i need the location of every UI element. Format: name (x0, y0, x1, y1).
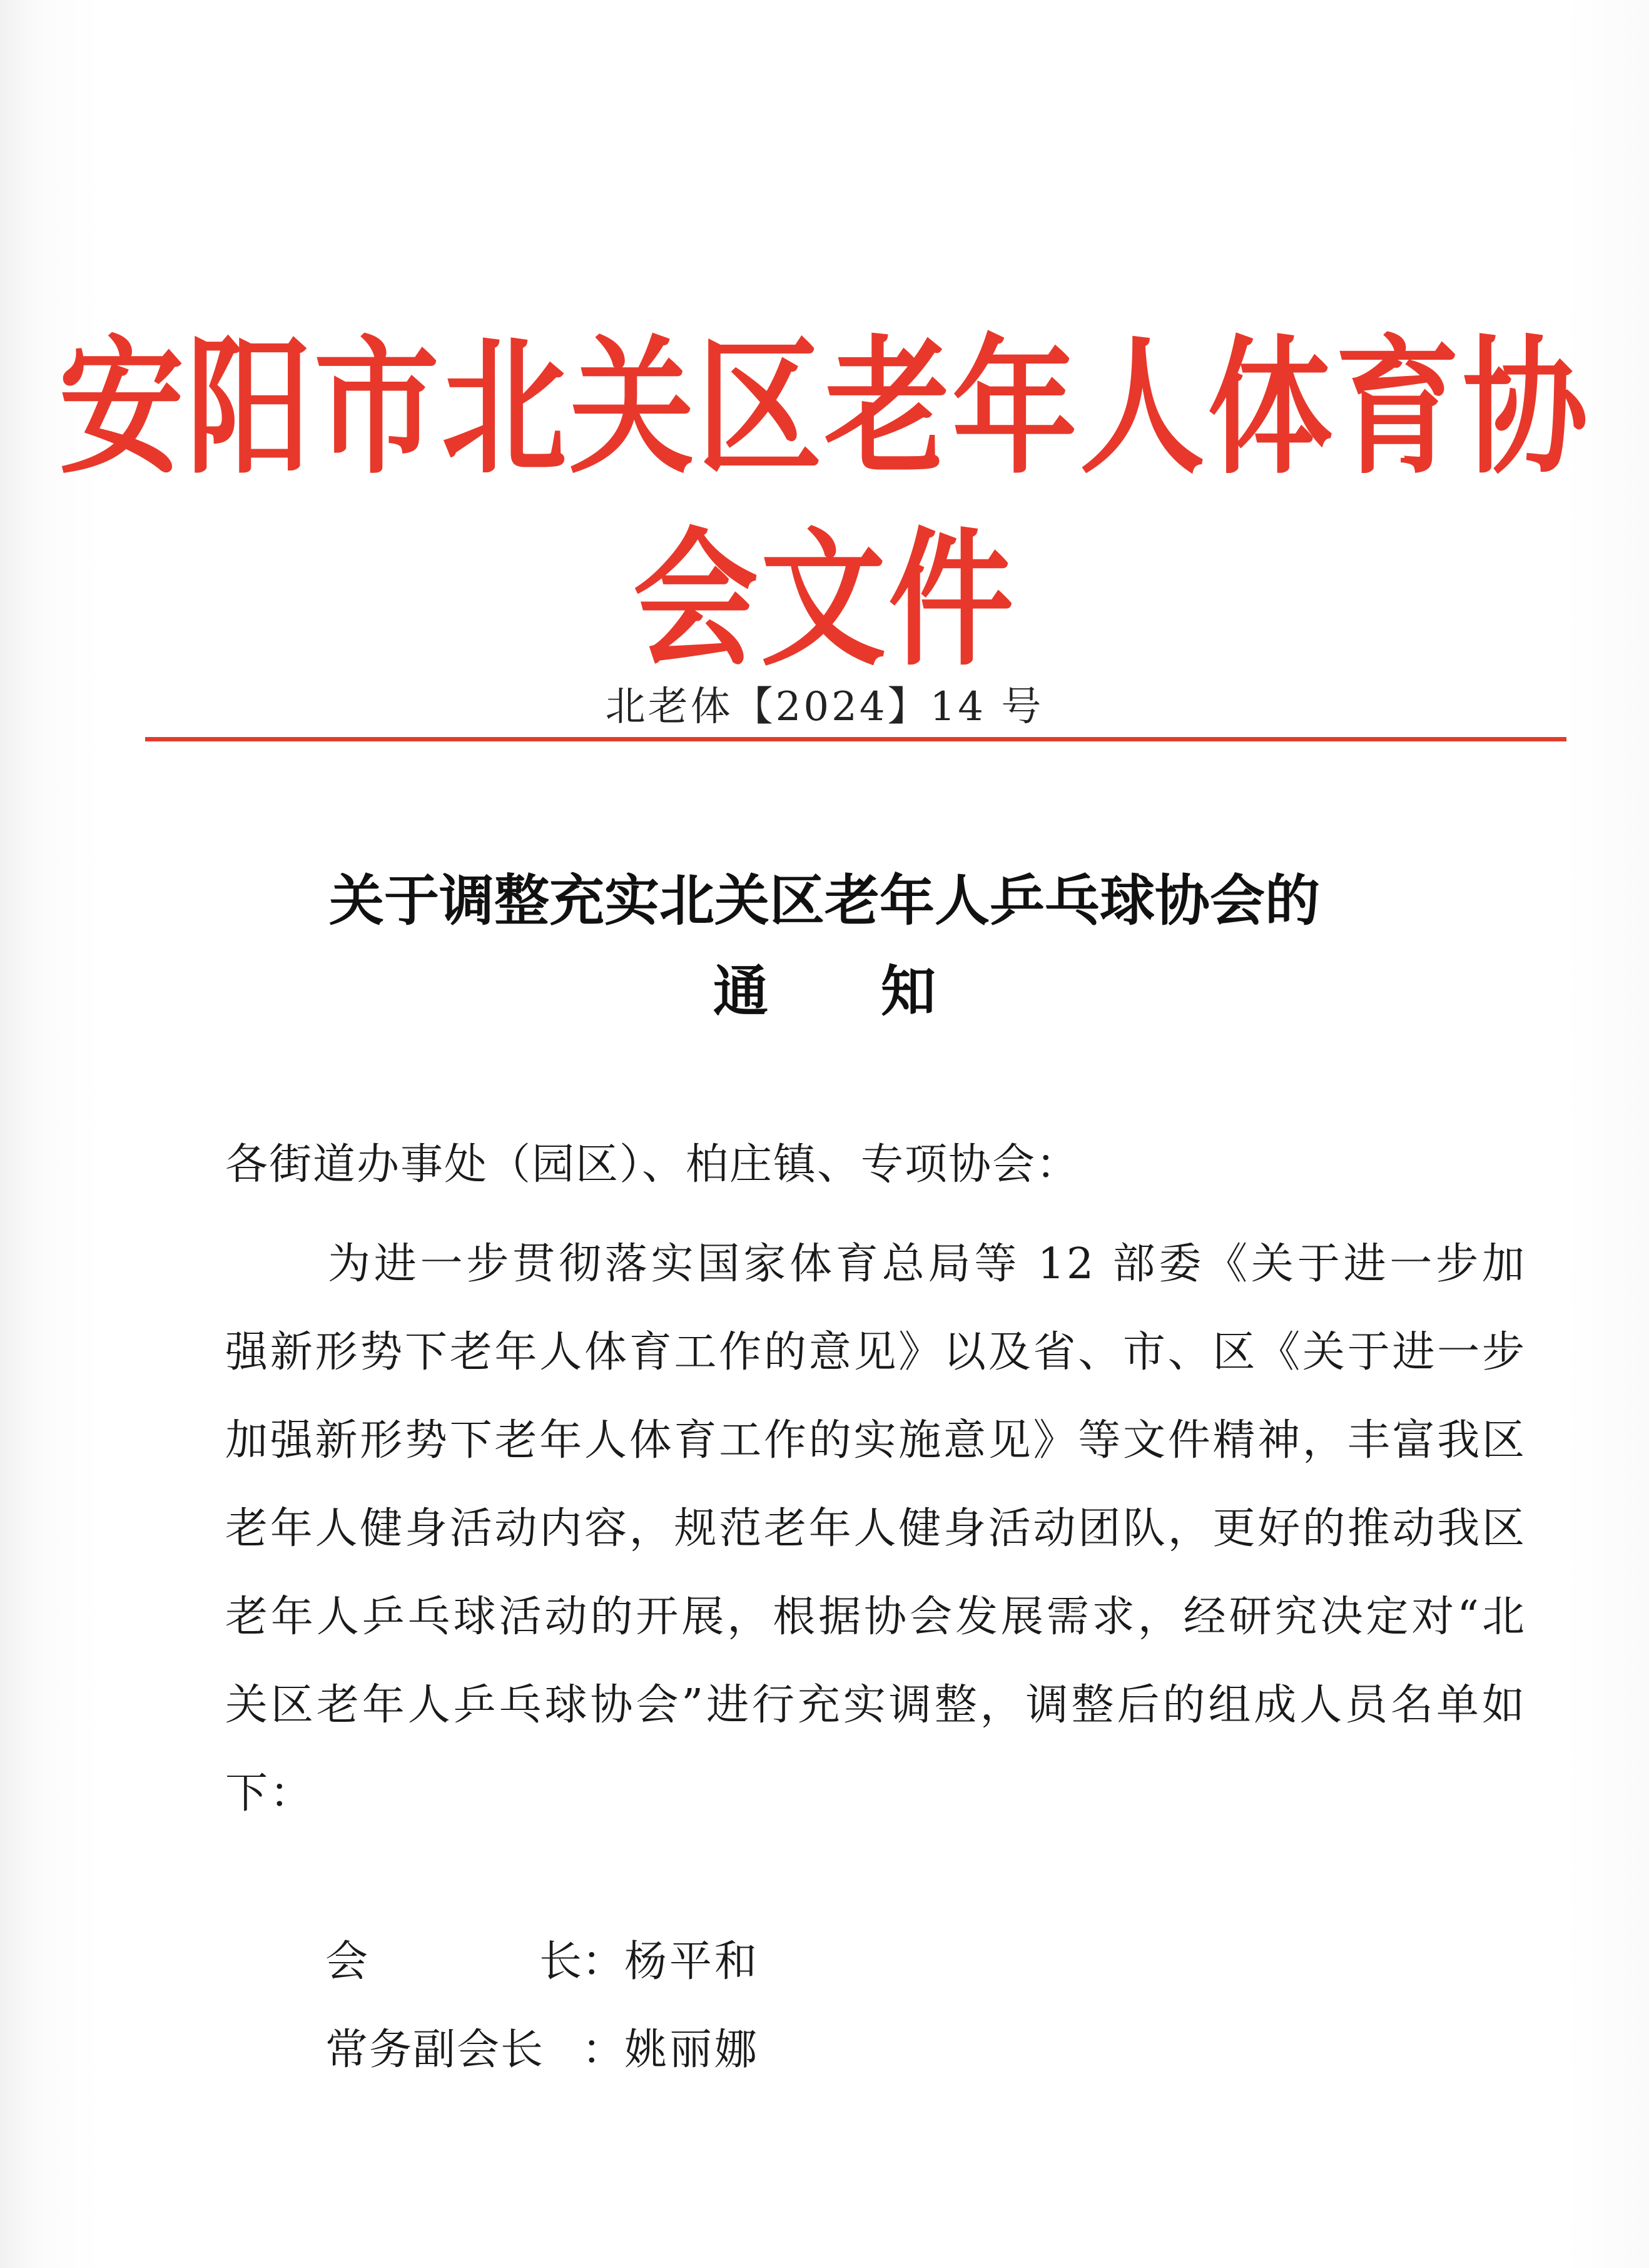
masthead-title: 安阳市北关区老年人体育协会文件 (58, 322, 1590, 687)
member-role: 常务副会长 (325, 2025, 545, 2075)
notice-title-line2: 通知 (713, 959, 1048, 1024)
member-role: 会长 (325, 1937, 582, 1986)
member-colon: ： (582, 2025, 625, 2075)
member-list (325, 1918, 759, 2094)
salutation: 各街道办事处（园区）、柏庄镇、专项协会： (225, 1140, 1080, 1189)
member-name: 杨平和 (624, 1937, 760, 1986)
member-name: 姚丽娜 (624, 2025, 760, 2075)
member-row (325, 2006, 759, 2094)
red-divider (145, 737, 1566, 741)
member-colon: ： (582, 1937, 625, 1986)
notice-title-line1: 关于调整充实北关区老年人乒乓球协会的 (328, 868, 1320, 933)
member-row (325, 1918, 759, 2006)
document-number: 北老体【2024】14 号 (605, 684, 1044, 730)
body-paragraph: 为进一步贯彻落实国家体育总局等 12 部委《关于进一步加强新形势下老年人体育工作的意见》以及省、市、区《关于进一步加强新形势下老年人体育工作的实施意见》等文件精神，丰富我区老年人健身活动内容，规范老年人健身活动团队，更好的推动我区老年人乒乓球活动的开展，根据协会发展需求，经研究决定对“北关区老年人乒乓球协会”进行充实调整，调整后的组成人员名单如下： (225, 1239, 1526, 1818)
